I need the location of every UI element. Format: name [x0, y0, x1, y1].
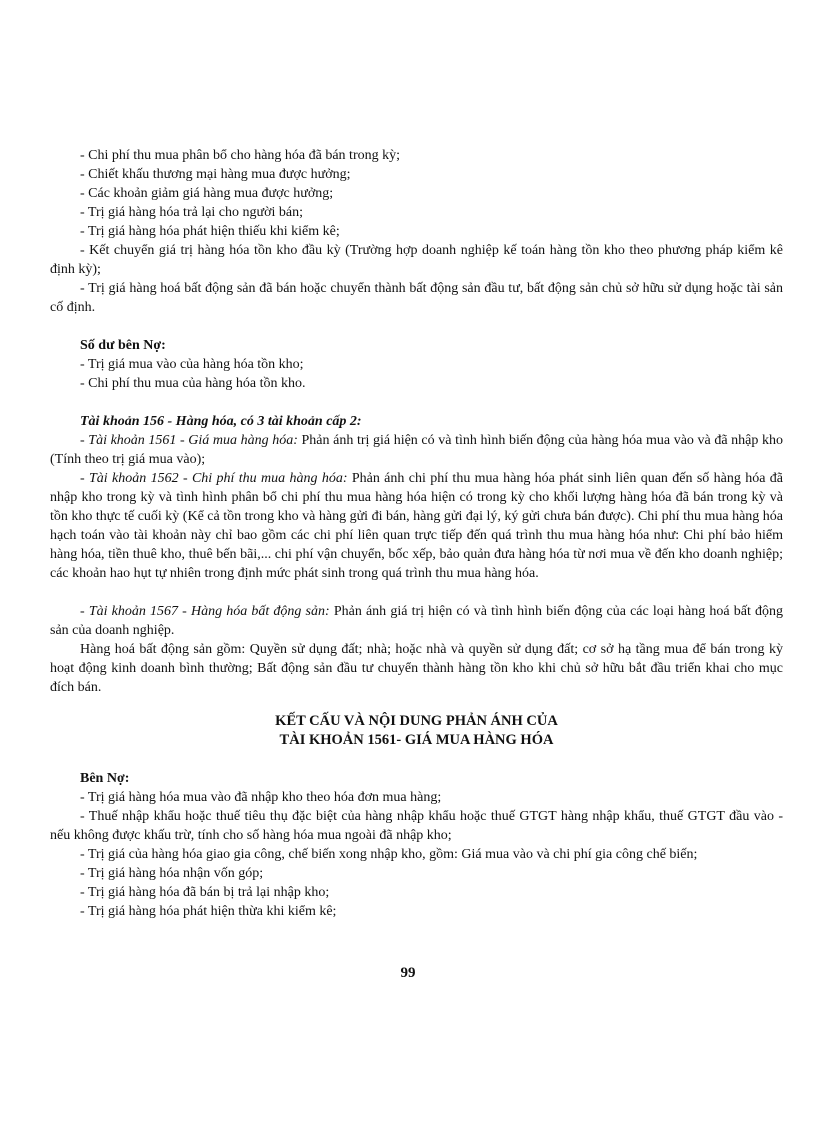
account-1562-paragraph: [50, 469, 783, 583]
list-item: - Kết chuyển giá trị hàng hóa tồn kho đầu kỳ (Trường hợp doanh nghiệp kế toán hàng tồn kho theo phương pháp kiểm kê định kỳ);: [50, 243, 783, 277]
title-line-1: KẾT CẤU VÀ NỘI DUNG PHẢN ÁNH CỦA: [275, 713, 558, 729]
spacer: [50, 317, 783, 336]
list-item: - Trị giá mua vào của hàng hóa tồn kho;: [80, 357, 304, 372]
debit-side-section: [50, 769, 783, 921]
section-heading: Số dư bên Nợ:: [80, 338, 166, 353]
section-heading: Tài khoản 156 - Hàng hóa, có 3 tài khoản cấp 2:: [80, 414, 362, 429]
account-label: Tài khoản 1562 - Chi phí thu mua hàng hóa:: [89, 471, 348, 486]
list-item: - Trị giá hàng hóa đã bán bị trả lại nhập kho;: [80, 885, 330, 900]
section-heading: Bên Nợ:: [80, 771, 130, 786]
account-description: Phản ánh giá trị hiện có và tình hình biến động của các loại hàng hoá bất động sản của doanh nghiệp.: [50, 604, 783, 638]
list-item: - Trị giá của hàng hóa giao gia công, chế biến xong nhập kho, gồm: Giá mua vào và chi phí gia công chế biến;: [80, 847, 698, 862]
list-item: - Trị giá hàng hóa phát hiện thừa khi kiểm kê;: [80, 904, 337, 919]
account-description: Phản ánh chi phí thu mua hàng hóa phát sinh liên quan đến số hàng hóa đã nhập kho trong kỳ và tình hình phân bổ chi phí thu mua hàng hóa hiện có trong kỳ cho khối lượng hàng hóa đã bán trong kỳ và tồn kho thực tế cuối kỳ (Kể cả tồn trong kho và hàng gửi đi bán, hàng gửi đại lý, ký gửi chưa bán được). Chi phí thu mua hàng hóa hạch toán vào tài khoản này chỉ bao gồm các chi phí liên quan trực tiếp đến quá trình thu mua hàng hóa như: Chi phí bảo hiểm hàng hóa, tiền thuê kho, thuê bến bãi,... chi phí vận chuyển, bốc xếp, bảo quản đưa hàng hóa từ nơi mua về đến kho doanh nghiệp; các khoản hao hụt tự nhiên trong định mức phát sinh trong quá trình thu mua hàng hóa.: [50, 471, 783, 581]
item-dash: -: [80, 433, 89, 448]
spacer: [50, 583, 783, 602]
account-label: Tài khoản 1561 - Giá mua hàng hóa:: [88, 433, 298, 448]
credit-side-list: [50, 146, 783, 317]
document-page: [50, 146, 783, 921]
list-item: - Trị giá hàng hóa mua vào đã nhập kho theo hóa đơn mua hàng;: [80, 790, 442, 805]
list-item: - Trị giá hàng hóa nhận vốn góp;: [80, 866, 264, 881]
item-dash: -: [80, 604, 89, 619]
item-dash: -: [80, 471, 90, 486]
spacer: [50, 750, 783, 769]
real-estate-paragraph: Hàng hoá bất động sản gồm: Quyền sử dụng đất; nhà; hoặc nhà và quyền sử dụng đất; cơ sở hạ tầng mua để bán trong kỳ hoạt động kinh doanh bình thường; Bất động sản đầu tư chuyển thành hàng tồn kho khi chủ sở hữu bắt đầu triển khai cho mục đích bán.: [50, 642, 783, 695]
list-item: - Thuế nhập khẩu hoặc thuế tiêu thụ đặc biệt của hàng nhập khẩu hoặc thuế GTGT hàng nhập khẩu, thuế GTGT đầu vào - nếu không được khấu trừ, tính cho số hàng hóa mua ngoài đã nhập kho;: [50, 809, 783, 843]
account-156-section: [50, 412, 783, 697]
list-item: - Trị giá hàng hóa trả lại cho người bán;: [80, 205, 304, 220]
list-item: - Chi phí thu mua của hàng hóa tồn kho.: [80, 376, 306, 391]
spacer: [50, 697, 783, 712]
spacer: [50, 393, 783, 412]
title-line-2: TÀI KHOẢN 1561- GIÁ MUA HÀNG HÓA: [279, 732, 554, 748]
page-number: 99: [400, 965, 416, 981]
list-item: - Chi phí thu mua phân bổ cho hàng hóa đã bán trong kỳ;: [80, 148, 400, 163]
account-description: Phản ánh trị giá hiện có và tình hình biến động của hàng hóa mua vào và đã nhập kho (Tính theo trị giá mua vào);: [50, 433, 783, 467]
list-item: - Chiết khấu thương mại hàng mua được hưởng;: [80, 167, 351, 182]
account-1567-paragraph: [50, 602, 783, 640]
section-title: [50, 712, 783, 750]
list-item: - Trị giá hàng hoá bất động sản đã bán hoặc chuyển thành bất động sản đầu tư, bất động sản chủ sở hữu sử dụng hoặc tài sản cố định.: [50, 281, 783, 315]
account-1561-paragraph: [50, 431, 783, 469]
account-label: Tài khoản 1567 - Hàng hóa bất động sản:: [88, 604, 330, 619]
list-item: - Trị giá hàng hóa phát hiện thiếu khi kiểm kê;: [80, 224, 340, 239]
debit-balance-section: [50, 336, 783, 393]
list-item: - Các khoản giảm giá hàng mua được hưởng;: [80, 186, 334, 201]
